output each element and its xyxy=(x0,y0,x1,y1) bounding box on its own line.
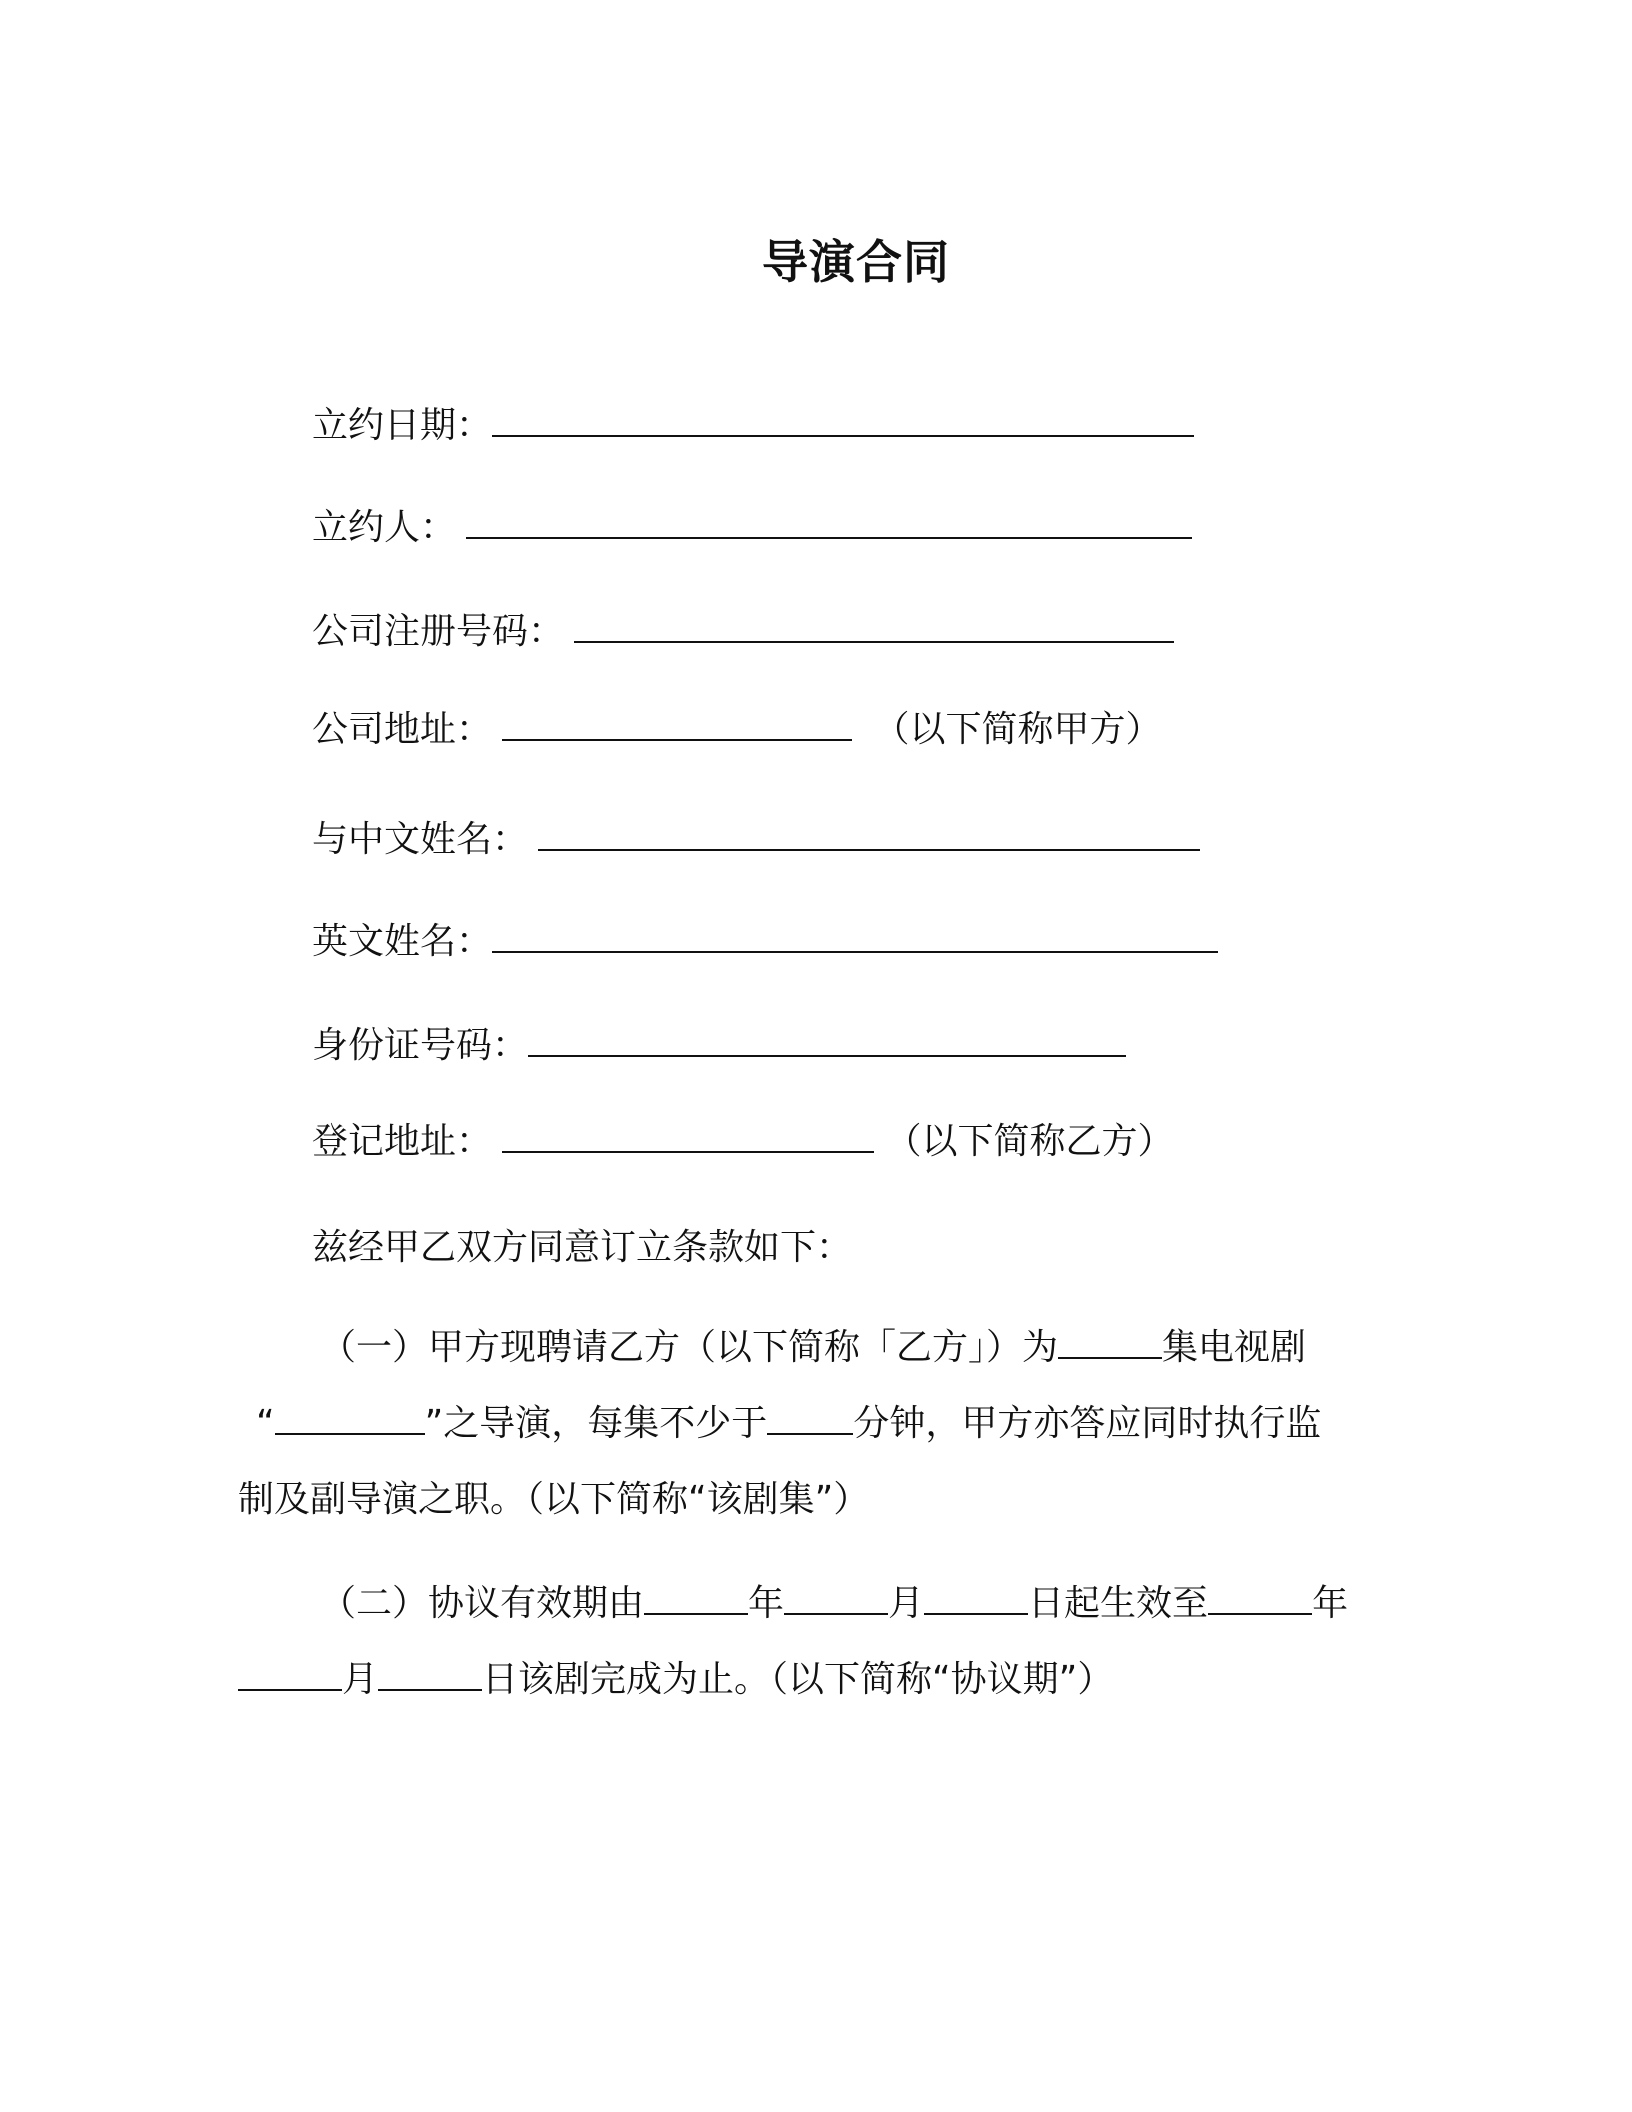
field-label: 登记地址： xyxy=(312,1121,493,1162)
english-name-blank[interactable] xyxy=(492,921,1218,953)
registered-address-blank[interactable] xyxy=(502,1121,874,1153)
end-day-blank[interactable] xyxy=(378,1661,482,1691)
clause-1-line-3: 制及副导演之职。（以下简称“该剧集”） xyxy=(238,1479,870,1520)
field-label: 英文姓名： xyxy=(312,921,493,962)
clause-1 xyxy=(238,1310,1358,1538)
field-registered-address xyxy=(312,1118,1173,1166)
field-party xyxy=(312,504,1192,552)
id-number-blank[interactable] xyxy=(528,1025,1126,1057)
party-b-note: （以下简称乙方） xyxy=(885,1121,1174,1162)
clause-text: 集电视剧 xyxy=(1162,1327,1307,1368)
field-signing-date xyxy=(312,402,1194,450)
chinese-name-blank[interactable] xyxy=(538,819,1200,851)
series-title-blank[interactable] xyxy=(275,1405,425,1435)
clause-1-line-1 xyxy=(238,1310,1358,1386)
signing-date-blank[interactable] xyxy=(492,405,1194,437)
start-month-blank[interactable] xyxy=(784,1585,888,1615)
document-title: 导演合同 xyxy=(762,235,950,289)
field-label: 立约日期： xyxy=(312,405,493,446)
clause-text: “ xyxy=(256,1403,275,1444)
field-label: 与中文姓名： xyxy=(312,819,529,860)
clause-text: （一）甲方现聘请乙方（以下简称「乙方」）为 xyxy=(320,1327,1059,1368)
end-month-blank[interactable] xyxy=(238,1661,342,1691)
clause-2-line-1 xyxy=(238,1566,1358,1642)
field-label: 公司注册号码： xyxy=(312,611,565,652)
party-blank[interactable] xyxy=(466,507,1192,539)
clause-text: 日起生效至 xyxy=(1028,1583,1209,1624)
clause-1-line-2 xyxy=(238,1386,1358,1462)
company-reg-no-blank[interactable] xyxy=(574,611,1174,643)
clause-text: 日该剧完成为止。（以下简称“协议期”） xyxy=(482,1659,1114,1700)
clause-text: （二）协议有效期由 xyxy=(320,1583,645,1624)
clause-text: 月 xyxy=(342,1659,379,1700)
clause-text: 年 xyxy=(748,1583,785,1624)
clause-2 xyxy=(238,1566,1358,1718)
end-year-blank[interactable] xyxy=(1208,1585,1312,1615)
field-label: 身份证号码： xyxy=(312,1025,529,1066)
field-company-address xyxy=(312,706,1161,754)
field-chinese-name xyxy=(312,816,1200,864)
field-label: 公司地址： xyxy=(312,709,493,750)
clause-text: 年 xyxy=(1312,1583,1349,1624)
minutes-blank[interactable] xyxy=(767,1405,853,1435)
clause-text: 月 xyxy=(888,1583,925,1624)
field-id-number xyxy=(312,1022,1126,1070)
field-label: 立约人： xyxy=(312,507,457,548)
field-company-reg-no xyxy=(312,608,1174,656)
clause-text: 分钟，甲方亦答应同时执行监 xyxy=(853,1403,1322,1444)
company-address-blank[interactable] xyxy=(502,709,852,741)
clause-text: ”之导演，每集不少于 xyxy=(424,1403,768,1444)
field-english-name xyxy=(312,918,1218,966)
intro-line: 兹经甲乙双方同意订立条款如下： xyxy=(312,1227,853,1268)
episode-count-blank[interactable] xyxy=(1058,1329,1162,1359)
clause-2-line-2 xyxy=(238,1642,1358,1718)
party-a-note: （以下简称甲方） xyxy=(873,709,1162,750)
start-year-blank[interactable] xyxy=(644,1585,748,1615)
start-day-blank[interactable] xyxy=(924,1585,1028,1615)
